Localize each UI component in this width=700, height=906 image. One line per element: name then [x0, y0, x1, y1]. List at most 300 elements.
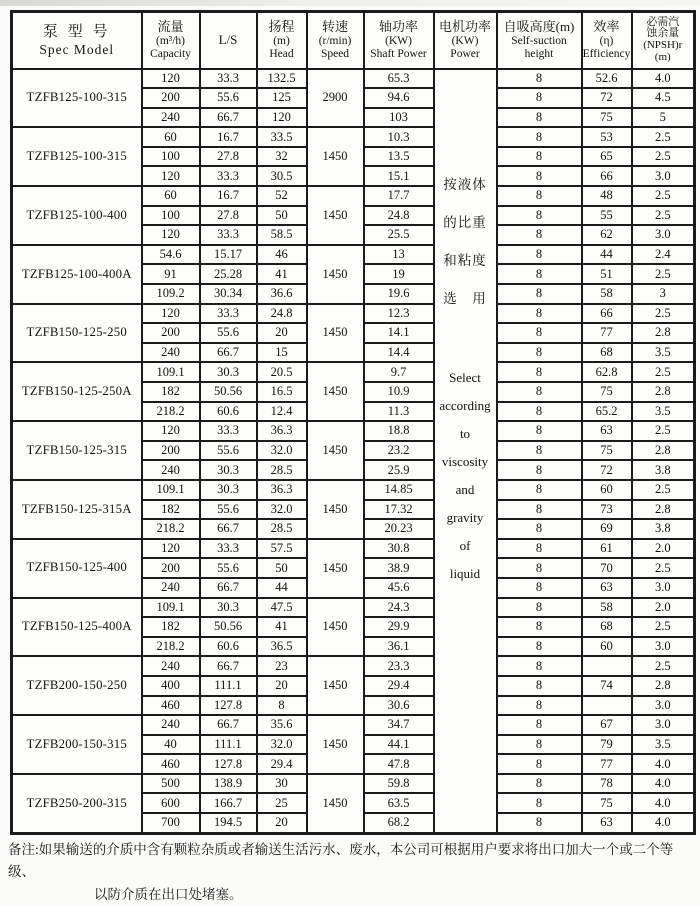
capacity-cell: 60 — [142, 186, 200, 206]
ls-cell: 111.1 — [200, 676, 257, 696]
shaft-power-cell: 20.23 — [364, 519, 434, 539]
capacity-cell: 100 — [142, 206, 200, 226]
head-cell: 8 — [257, 696, 307, 716]
npsh-cell: 2.5 — [632, 362, 695, 382]
header-line: 电机功率 — [438, 18, 491, 34]
capacity-cell: 182 — [142, 617, 200, 637]
npsh-cell: 3.0 — [632, 637, 695, 657]
head-cell: 20 — [257, 813, 307, 833]
model-cell: TZFB150-125-400 — [12, 539, 142, 598]
head-cell: 36.5 — [257, 637, 307, 657]
ls-cell: 166.7 — [200, 793, 257, 813]
power-note-en-line: viscosity — [441, 453, 489, 469]
header-line: 扬程 — [268, 18, 295, 34]
capacity-cell: 600 — [142, 793, 200, 813]
header-line: Speed — [320, 47, 350, 60]
speed-cell: 1450 — [307, 480, 364, 539]
npsh-cell: 4.0 — [632, 69, 695, 89]
self-suction-cell: 8 — [497, 127, 582, 147]
shaft-power-cell: 9.7 — [364, 362, 434, 382]
head-cell: 20 — [257, 676, 307, 696]
head-cell: 24.8 — [257, 304, 307, 324]
npsh-cell: 2.5 — [632, 186, 695, 206]
npsh-cell: 4.0 — [632, 754, 695, 774]
ls-cell: 50.56 — [200, 382, 257, 402]
head-cell: 41 — [257, 264, 307, 284]
npsh-cell: 2.5 — [632, 304, 695, 324]
speed-cell: 1450 — [307, 656, 364, 715]
shaft-power-cell: 30.8 — [364, 539, 434, 559]
head-cell: 36.6 — [257, 284, 307, 304]
table-row — [12, 362, 695, 382]
header-line: 泵 型 号 — [42, 23, 111, 40]
capacity-cell: 240 — [142, 715, 200, 735]
ls-cell: 66.7 — [200, 108, 257, 128]
col-header-efficiency — [582, 12, 632, 69]
header-line: (m) — [654, 51, 671, 64]
efficiency-cell: 55 — [582, 206, 632, 226]
ls-cell: 33.3 — [200, 166, 257, 186]
efficiency-cell: 58 — [582, 598, 632, 618]
npsh-cell: 5 — [632, 108, 695, 128]
head-cell: 132.5 — [257, 69, 307, 89]
self-suction-cell: 8 — [497, 500, 582, 520]
ls-cell: 60.6 — [200, 402, 257, 422]
self-suction-cell: 8 — [497, 362, 582, 382]
shaft-power-cell: 17.32 — [364, 500, 434, 520]
efficiency-cell: 75 — [582, 108, 632, 128]
self-suction-cell: 8 — [497, 578, 582, 598]
header-line: Efficiency — [582, 47, 631, 60]
efficiency-cell: 62 — [582, 225, 632, 245]
self-suction-cell: 8 — [497, 558, 582, 578]
shaft-power-cell: 18.8 — [364, 421, 434, 441]
self-suction-cell: 8 — [497, 793, 582, 813]
ls-cell: 66.7 — [200, 519, 257, 539]
shaft-power-cell: 25.5 — [364, 225, 434, 245]
capacity-cell: 200 — [142, 323, 200, 343]
shaft-power-cell: 14.4 — [364, 343, 434, 363]
head-cell: 125 — [257, 88, 307, 108]
shaft-power-cell: 12.3 — [364, 304, 434, 324]
header-line: Spec Model — [39, 42, 115, 58]
efficiency-cell: 69 — [582, 519, 632, 539]
shaft-power-cell: 13.5 — [364, 147, 434, 167]
ls-cell: 138.9 — [200, 774, 257, 794]
ls-cell: 16.7 — [200, 127, 257, 147]
head-cell: 36.3 — [257, 480, 307, 500]
npsh-cell: 3.0 — [632, 166, 695, 186]
ls-cell: 50.56 — [200, 617, 257, 637]
ls-cell: 55.6 — [200, 88, 257, 108]
power-note-en-line: Select — [449, 369, 481, 385]
self-suction-cell: 8 — [497, 108, 582, 128]
efficiency-cell: 75 — [582, 382, 632, 402]
self-suction-cell: 8 — [497, 323, 582, 343]
ls-cell: 33.3 — [200, 304, 257, 324]
capacity-cell: 120 — [142, 421, 200, 441]
self-suction-cell: 8 — [497, 539, 582, 559]
shaft-power-cell: 34.7 — [364, 715, 434, 735]
self-suction-cell: 8 — [497, 382, 582, 402]
efficiency-cell: 63 — [582, 421, 632, 441]
power-note-cn-line: 的比重 — [443, 214, 487, 230]
capacity-cell: 182 — [142, 500, 200, 520]
capacity-cell: 240 — [142, 656, 200, 676]
capacity-cell: 54.6 — [142, 245, 200, 265]
table-row — [12, 127, 695, 147]
header-line: 转速 — [321, 18, 348, 34]
capacity-cell: 200 — [142, 441, 200, 461]
efficiency-cell: 72 — [582, 460, 632, 480]
speed-cell: 1450 — [307, 539, 364, 598]
npsh-cell: 3.8 — [632, 460, 695, 480]
npsh-cell: 4.5 — [632, 88, 695, 108]
head-cell: 15 — [257, 343, 307, 363]
footnote-line-1: 备注:如果输送的介质中含有颗粒杂质或者输送生活污水、废水，本公司可根据用户要求将出口加大一个或二个等级、 — [8, 842, 674, 880]
efficiency-cell: 44 — [582, 245, 632, 265]
table-row — [12, 186, 695, 206]
efficiency-cell: 60 — [582, 480, 632, 500]
pump-spec-table — [10, 10, 696, 835]
shaft-power-cell: 10.9 — [364, 382, 434, 402]
efficiency-cell: 68 — [582, 343, 632, 363]
head-cell: 50 — [257, 558, 307, 578]
efficiency-cell: 66 — [582, 304, 632, 324]
efficiency-cell: 77 — [582, 323, 632, 343]
capacity-cell: 60 — [142, 127, 200, 147]
ls-cell: 55.6 — [200, 500, 257, 520]
shaft-power-cell: 38.9 — [364, 558, 434, 578]
ls-cell: 194.5 — [200, 813, 257, 833]
capacity-cell: 240 — [142, 343, 200, 363]
efficiency-cell: 66 — [582, 166, 632, 186]
npsh-cell: 3.5 — [632, 402, 695, 422]
capacity-cell: 120 — [142, 69, 200, 89]
shaft-power-cell: 24.3 — [364, 598, 434, 618]
head-cell: 58.5 — [257, 225, 307, 245]
ls-cell: 30.3 — [200, 480, 257, 500]
npsh-cell: 2.8 — [632, 382, 695, 402]
capacity-cell: 120 — [142, 539, 200, 559]
power-note-cn-line: 按液体 — [443, 176, 487, 192]
efficiency-cell: 74 — [582, 676, 632, 696]
head-cell: 36.3 — [257, 421, 307, 441]
efficiency-cell: 70 — [582, 558, 632, 578]
shaft-power-cell: 94.6 — [364, 88, 434, 108]
shaft-power-cell: 23.2 — [364, 441, 434, 461]
power-note-cn-line: 和粘度 — [443, 252, 487, 268]
header-line: 轴功率 — [378, 18, 418, 34]
npsh-cell: 3.8 — [632, 519, 695, 539]
self-suction-cell: 8 — [497, 147, 582, 167]
npsh-cell: 2.0 — [632, 539, 695, 559]
head-cell: 52 — [257, 186, 307, 206]
header-line: height — [524, 47, 554, 60]
efficiency-cell: 58 — [582, 284, 632, 304]
capacity-cell: 40 — [142, 735, 200, 755]
head-cell: 23 — [257, 656, 307, 676]
capacity-cell: 120 — [142, 304, 200, 324]
power-note-gap — [435, 318, 496, 364]
ls-cell: 30.3 — [200, 460, 257, 480]
model-cell: TZFB200-150-315 — [12, 715, 142, 774]
capacity-cell: 460 — [142, 754, 200, 774]
efficiency-cell: 75 — [582, 441, 632, 461]
header-line: (KW) — [385, 34, 412, 47]
header-line: (m) — [273, 34, 290, 47]
efficiency-cell: 52.6 — [582, 69, 632, 89]
ls-cell: 33.3 — [200, 539, 257, 559]
npsh-cell: 2.8 — [632, 676, 695, 696]
col-header-ls — [200, 12, 257, 69]
head-cell: 41 — [257, 617, 307, 637]
shaft-power-cell: 15.1 — [364, 166, 434, 186]
model-cell: TZFB200-150-250 — [12, 656, 142, 715]
speed-cell: 1450 — [307, 421, 364, 480]
head-cell: 29.4 — [257, 754, 307, 774]
model-cell: TZFB125-100-315 — [12, 127, 142, 186]
efficiency-cell: 77 — [582, 754, 632, 774]
ls-cell: 16.7 — [200, 186, 257, 206]
self-suction-cell: 8 — [497, 402, 582, 422]
shaft-power-cell: 30.6 — [364, 696, 434, 716]
self-suction-cell: 8 — [497, 480, 582, 500]
header-line: (r/min) — [318, 34, 352, 47]
capacity-cell: 460 — [142, 696, 200, 716]
self-suction-cell: 8 — [497, 656, 582, 676]
header-line: 流量 — [157, 18, 184, 34]
efficiency-cell: 79 — [582, 735, 632, 755]
ls-cell: 66.7 — [200, 715, 257, 735]
npsh-cell: 2.5 — [632, 656, 695, 676]
head-cell: 120 — [257, 108, 307, 128]
npsh-cell: 2.5 — [632, 206, 695, 226]
table-row — [12, 421, 695, 441]
efficiency-cell — [582, 696, 632, 716]
self-suction-cell: 8 — [497, 304, 582, 324]
model-cell: TZFB150-125-315 — [12, 421, 142, 480]
head-cell: 44 — [257, 578, 307, 598]
header-line: (NPSH)r — [643, 39, 683, 52]
capacity-cell: 200 — [142, 88, 200, 108]
col-header-capacity — [142, 12, 200, 69]
capacity-cell: 200 — [142, 558, 200, 578]
table-row — [12, 656, 695, 676]
power-note-en-line: according — [439, 397, 491, 413]
head-cell: 25 — [257, 793, 307, 813]
shaft-power-cell: 19.6 — [364, 284, 434, 304]
col-header-model — [12, 12, 142, 69]
self-suction-cell: 8 — [497, 69, 582, 89]
ls-cell: 25.28 — [200, 264, 257, 284]
ls-cell: 66.7 — [200, 656, 257, 676]
capacity-cell: 120 — [142, 166, 200, 186]
model-cell: TZFB125-100-400 — [12, 186, 142, 245]
efficiency-cell — [582, 656, 632, 676]
ls-cell: 127.8 — [200, 754, 257, 774]
npsh-cell: 2.0 — [632, 598, 695, 618]
npsh-cell: 3.0 — [632, 578, 695, 598]
table-row — [12, 245, 695, 265]
footnote — [8, 839, 696, 906]
speed-cell: 1450 — [307, 245, 364, 304]
self-suction-cell: 8 — [497, 88, 582, 108]
model-cell: TZFB150-125-315A — [12, 480, 142, 539]
head-cell: 47.5 — [257, 598, 307, 618]
col-header-head — [257, 12, 307, 69]
table-row — [12, 774, 695, 794]
head-cell: 33.5 — [257, 127, 307, 147]
shaft-power-cell: 59.8 — [364, 774, 434, 794]
self-suction-cell: 8 — [497, 264, 582, 284]
header-line: L/S — [218, 31, 238, 47]
efficiency-cell: 68 — [582, 617, 632, 637]
shaft-power-cell: 63.5 — [364, 793, 434, 813]
footnote-line-2: 以防介质在出口处堵塞。 — [94, 886, 243, 902]
header-line: 自吸高度(m) — [503, 18, 575, 34]
capacity-cell: 240 — [142, 108, 200, 128]
npsh-cell: 2.8 — [632, 500, 695, 520]
table-row — [12, 480, 695, 500]
efficiency-cell: 63 — [582, 813, 632, 833]
self-suction-cell: 8 — [497, 754, 582, 774]
self-suction-cell: 8 — [497, 460, 582, 480]
efficiency-cell: 62.8 — [582, 362, 632, 382]
ls-cell: 111.1 — [200, 735, 257, 755]
self-suction-cell: 8 — [497, 225, 582, 245]
table-row — [12, 715, 695, 735]
self-suction-cell: 8 — [497, 245, 582, 265]
model-cell: TZFB150-125-250 — [12, 304, 142, 363]
self-suction-cell: 8 — [497, 598, 582, 618]
npsh-cell: 2.8 — [632, 441, 695, 461]
ls-cell: 60.6 — [200, 637, 257, 657]
shaft-power-cell: 10.3 — [364, 127, 434, 147]
npsh-cell: 2.5 — [632, 127, 695, 147]
header-line: (η) — [599, 34, 614, 47]
model-cell: TZFB125-100-400A — [12, 245, 142, 304]
shaft-power-cell: 17.7 — [364, 186, 434, 206]
npsh-cell: 2.5 — [632, 558, 695, 578]
power-note-en-line: and — [455, 481, 475, 497]
self-suction-cell: 8 — [497, 813, 582, 833]
shaft-power-cell: 45.6 — [364, 578, 434, 598]
scan-artifact-top — [0, 0, 700, 6]
model-cell: TZFB250-200-315 — [12, 774, 142, 834]
ls-cell: 33.3 — [200, 421, 257, 441]
speed-cell: 1450 — [307, 127, 364, 186]
power-note-en-line: liquid — [449, 565, 481, 581]
capacity-cell: 109.1 — [142, 480, 200, 500]
ls-cell: 66.7 — [200, 343, 257, 363]
speed-cell: 1450 — [307, 186, 364, 245]
col-header-self-suction — [497, 12, 582, 69]
motor-power-note-cell — [434, 69, 497, 834]
shaft-power-cell: 25.9 — [364, 460, 434, 480]
col-header-speed — [307, 12, 364, 69]
shaft-power-cell: 14.85 — [364, 480, 434, 500]
ls-cell: 30.3 — [200, 598, 257, 618]
speed-cell: 1450 — [307, 598, 364, 657]
header-line: Capacity — [150, 47, 191, 60]
capacity-cell: 700 — [142, 813, 200, 833]
capacity-cell: 182 — [142, 382, 200, 402]
head-cell: 20.5 — [257, 362, 307, 382]
head-cell: 28.5 — [257, 460, 307, 480]
capacity-cell: 400 — [142, 676, 200, 696]
npsh-cell: 4.0 — [632, 774, 695, 794]
capacity-cell: 500 — [142, 774, 200, 794]
capacity-cell: 218.2 — [142, 637, 200, 657]
capacity-cell: 91 — [142, 264, 200, 284]
power-note-en-line: to — [459, 425, 471, 441]
capacity-cell: 120 — [142, 225, 200, 245]
speed-cell: 1450 — [307, 304, 364, 363]
speed-cell: 2900 — [307, 69, 364, 128]
head-cell: 57.5 — [257, 539, 307, 559]
header-line: (m³/h) — [156, 34, 185, 47]
efficiency-cell: 60 — [582, 637, 632, 657]
table-row — [12, 69, 695, 89]
shaft-power-cell: 14.1 — [364, 323, 434, 343]
head-cell: 35.6 — [257, 715, 307, 735]
capacity-cell: 109.2 — [142, 284, 200, 304]
header-line: Self-suction — [511, 34, 567, 47]
shaft-power-cell: 68.2 — [364, 813, 434, 833]
ls-cell: 55.6 — [200, 558, 257, 578]
capacity-cell: 240 — [142, 578, 200, 598]
table-row — [12, 598, 695, 618]
head-cell: 32.0 — [257, 500, 307, 520]
header-line: 蚀余量 — [646, 27, 680, 40]
head-cell: 46 — [257, 245, 307, 265]
efficiency-cell: 72 — [582, 88, 632, 108]
capacity-cell: 109.1 — [142, 598, 200, 618]
self-suction-cell: 8 — [497, 186, 582, 206]
ls-cell: 55.6 — [200, 323, 257, 343]
model-cell: TZFB125-100-315 — [12, 69, 142, 128]
efficiency-cell: 63 — [582, 578, 632, 598]
efficiency-cell: 75 — [582, 793, 632, 813]
head-cell: 30 — [257, 774, 307, 794]
head-cell: 12.4 — [257, 402, 307, 422]
self-suction-cell: 8 — [497, 206, 582, 226]
npsh-cell: 2.4 — [632, 245, 695, 265]
shaft-power-cell: 47.8 — [364, 754, 434, 774]
efficiency-cell: 73 — [582, 500, 632, 520]
shaft-power-cell: 11.3 — [364, 402, 434, 422]
shaft-power-cell: 13 — [364, 245, 434, 265]
head-cell: 30.5 — [257, 166, 307, 186]
efficiency-cell: 48 — [582, 186, 632, 206]
head-cell: 50 — [257, 206, 307, 226]
npsh-cell: 3.5 — [632, 343, 695, 363]
self-suction-cell: 8 — [497, 284, 582, 304]
npsh-cell: 2.5 — [632, 617, 695, 637]
self-suction-cell: 8 — [497, 637, 582, 657]
efficiency-cell: 65 — [582, 147, 632, 167]
shaft-power-cell: 44.1 — [364, 735, 434, 755]
self-suction-cell: 8 — [497, 715, 582, 735]
shaft-power-cell: 19 — [364, 264, 434, 284]
speed-cell: 1450 — [307, 774, 364, 834]
model-cell: TZFB150-125-250A — [12, 362, 142, 421]
head-cell: 32.0 — [257, 441, 307, 461]
shaft-power-cell: 36.1 — [364, 637, 434, 657]
npsh-cell: 4.0 — [632, 793, 695, 813]
npsh-cell: 2.5 — [632, 421, 695, 441]
